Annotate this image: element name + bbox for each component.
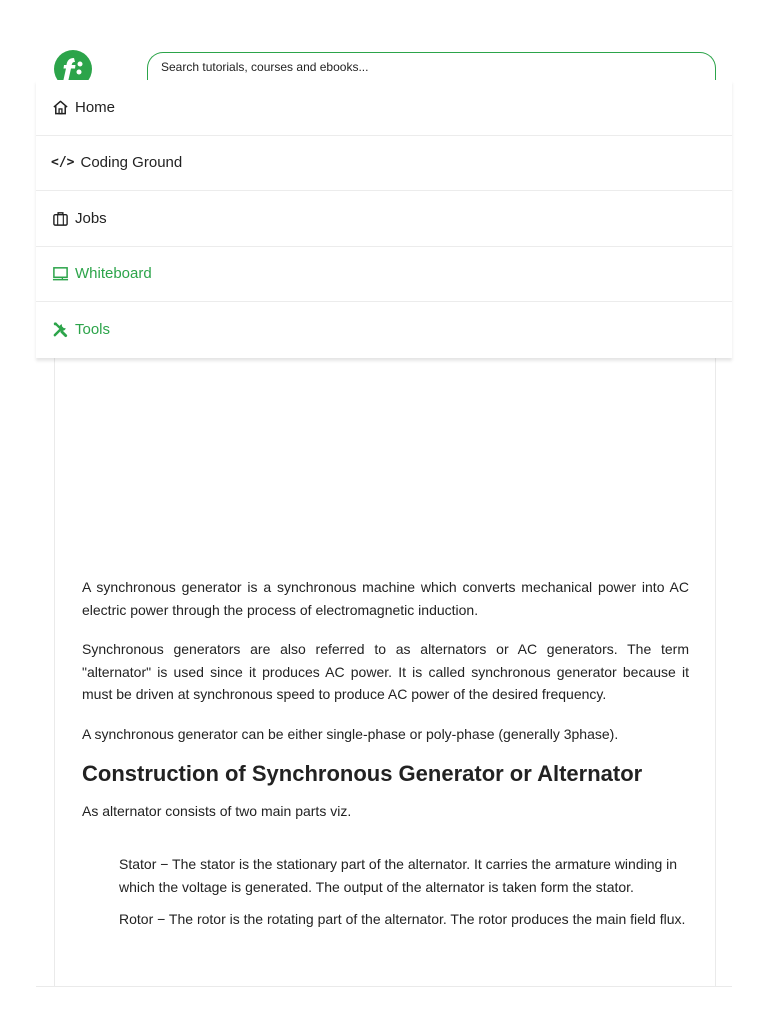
nav-item-label: Home [75,98,116,116]
search-input[interactable] [161,59,681,75]
search-bar[interactable] [147,52,716,82]
nav-item-label: Coding Ground [80,154,183,172]
nav-item-tools[interactable] [36,302,732,358]
paragraph: Synchronous generators are also referred to as alternators or AC generators. The term "alternator" is used since it produces AC power. It is called synchronous generator because it must be driven at synchronous speed to produce AC power of the desired frequency. [82,641,689,702]
nav-item-home[interactable] [36,80,732,136]
section-heading: Construction of Synchronous Generator or Alternator [82,761,643,786]
nav-item-jobs[interactable] [36,191,732,247]
paragraph: A synchronous generator is a synchronous machine which converts mechanical power into AC electric power through the process of electromagnetic induction. [82,579,689,618]
content-bottom-border [36,986,732,987]
list-item: Stator − The stator is the stationary part of the alternator. It carries the armature winding in which the voltage is generated. The output of the alternator is taken form the stator. [119,856,678,895]
nav-item-label: Jobs [75,209,107,227]
code-icon: </> [51,155,75,171]
tools-icon [51,321,69,339]
home-icon [51,98,69,116]
nav-item-label: Whiteboard [75,265,152,283]
nav-item-whiteboard[interactable] [36,247,732,303]
list-item: Rotor − The rotor is the rotating part of the alternator. The rotor produces the main field flux. [119,911,686,927]
paragraph: As alternator consists of two main parts viz. [82,803,352,819]
nav-item-label: Tools [75,321,111,339]
paragraph: A synchronous generator can be either single-phase or poly-phase (generally 3phase). [82,726,619,742]
whiteboard-icon [51,265,69,283]
briefcase-icon [51,209,69,227]
nav-menu [36,80,732,358]
nav-item-coding-ground[interactable] [36,136,732,192]
article-content [54,340,716,986]
